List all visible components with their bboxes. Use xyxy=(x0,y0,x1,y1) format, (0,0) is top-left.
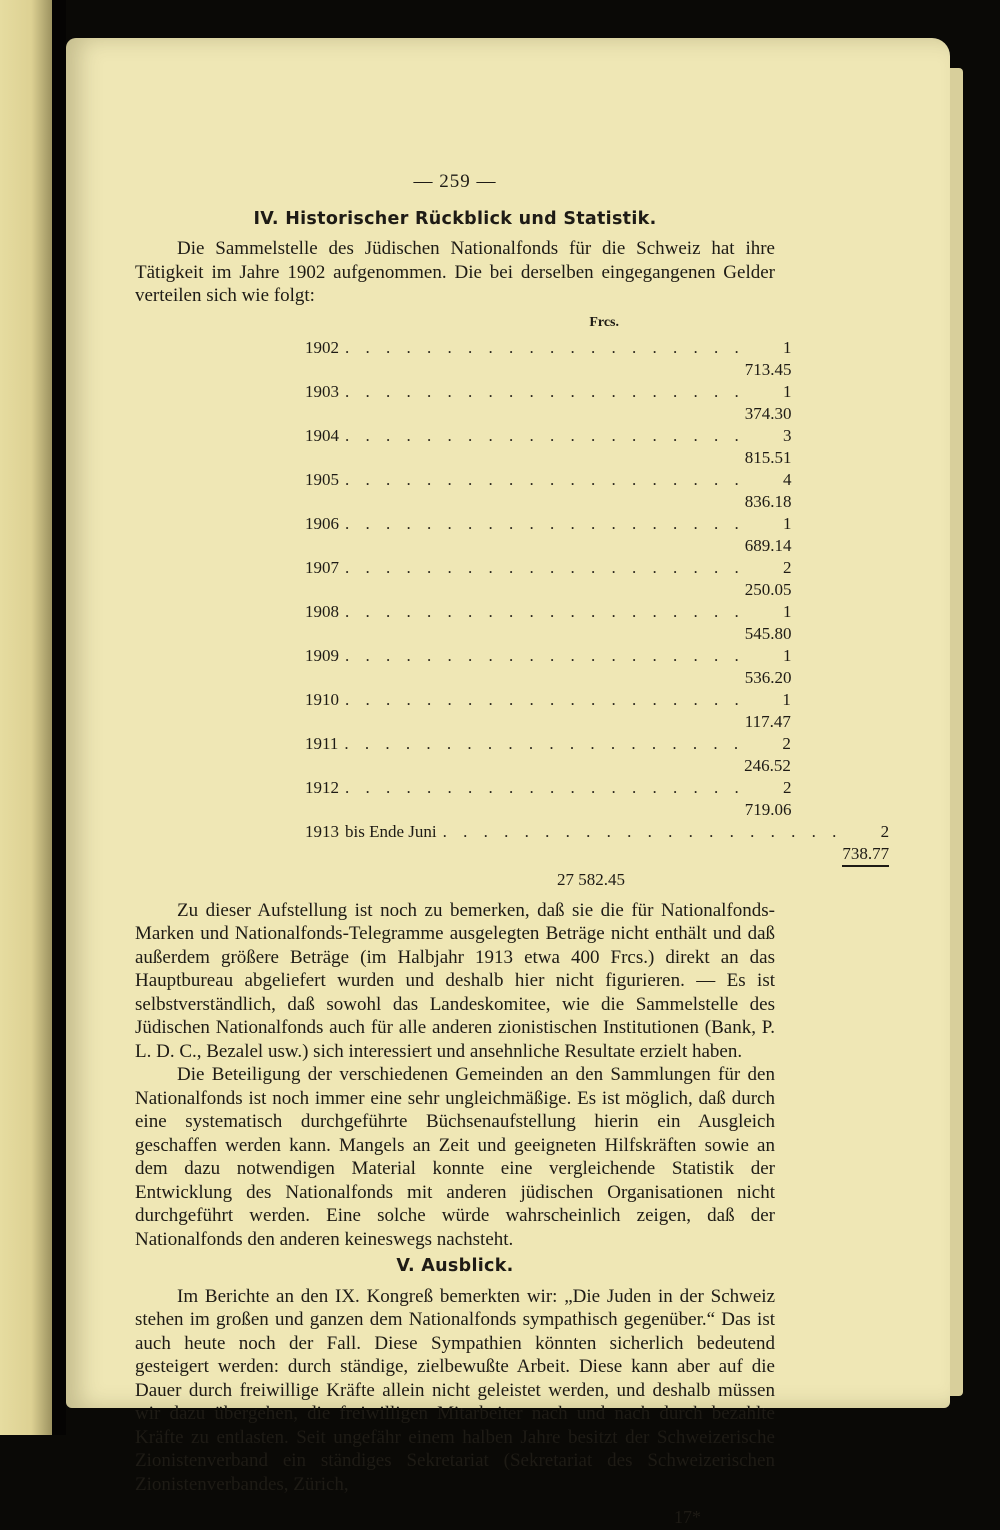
section-heading-outlook: V. Ausblick. xyxy=(396,1256,514,1276)
book-gutter xyxy=(52,0,66,1435)
collection-table xyxy=(305,312,890,891)
leader-dots: . . . . . . . . . . . . . . . . . . . . xyxy=(345,381,745,401)
row-amount: 2 246.52 xyxy=(744,733,791,775)
row-year: 1909 xyxy=(305,645,339,665)
row-amount: 2 250.05 xyxy=(744,557,792,599)
intro-paragraph: Die Sammelstelle des Jüdischen Nationalfonds für die Schweiz hat ihre Tätigkeit im Jahre 1902 aufgenommen. Die bei derselben eingegangenen Gelder verteilen sich wie folgt: xyxy=(135,238,775,306)
row-amount: 1 689.14 xyxy=(744,513,792,555)
row-year: 1903 xyxy=(305,381,339,401)
outlook-paragraph: Im Berichte an den IX. Kongreß bemerkten wir: „Die Juden in der Schweiz stehen im großen und ganzen dem Nationalfonds sympathisch gegenüber.“ Das ist auch heute noch der Fall. Diese Sympathien könnten sicherlich bedeutend gesteigert werden: durch ständige, zielbewußte Arbeit. Diese kann aber auf die Dauer durch freiwillige Kräfte allein nicht geleistet werden, und deshalb müssen wir dazu übergehen, die freiwilligen Mitarbeiter nach und nach durch bezahlte Kräfte zu entlasten. Seit ungefähr einem halben Jahre besitzt der Schweizerische Zionistenverband ein ständiges Sekretariat (Sekretariat des Schweizerischen Zionistenverbandes, Zürich, xyxy=(135,1285,775,1495)
row-amount: 1 545.80 xyxy=(744,601,792,643)
table-row xyxy=(305,337,792,381)
table-rows xyxy=(305,337,890,867)
left-page-edge xyxy=(0,0,52,1435)
page-number: — 259 — xyxy=(413,171,497,192)
page-content xyxy=(135,170,890,1530)
row-amount: 1 117.47 xyxy=(744,689,791,731)
section-heading-history: IV. Historischer Rückblick und Statistik. xyxy=(253,208,657,229)
table-row xyxy=(305,469,792,513)
row-year: 1905 xyxy=(305,469,339,489)
row-amount: 2 719.06 xyxy=(744,777,792,819)
table-row xyxy=(305,425,792,469)
leader-dots: . . . . . . . . . . . . . . . . . . . . xyxy=(345,777,745,797)
leader-dots: . . . . . . . . . . . . . . . . . . . . xyxy=(345,469,745,489)
leader-dots: . . . . . . . . . . . . . . . . . . . . xyxy=(345,645,745,665)
table-row xyxy=(305,777,792,821)
table-row xyxy=(305,601,792,645)
leader-dots: . . . . . . . . . . . . . . . . . . . . xyxy=(345,513,745,533)
leader-dots: . . . . . . . . . . . . . . . . . . . . xyxy=(345,557,745,577)
row-year: 1902 xyxy=(305,337,339,357)
row-amount: 1 374.30 xyxy=(744,381,792,423)
table-row xyxy=(305,513,792,557)
participation-paragraph: Die Beteiligung der verschiedenen Gemeinden an den Sammlungen für den Nationalfonds ist noch immer eine sehr ungleichmäßige. Es ist möglich, daß durch eine systematisch durchgeführte Büchsenaufstellung hierin ein Ausgleich geschaffen werden kann. Mangels an Zeit und geeigneten Hilfskräften sowie an dem dazu notwendigen Material konnte eine vergleichende Statistik der Entwicklung des Nationalfonds mit anderen jüdischen Organisationen nicht durchgeführt werden. Eine solche würde wahrscheinlich zeigen, daß der Nationalfonds den anderen keineswegs nachsteht. xyxy=(135,1064,775,1250)
row-suffix: bis Ende Juni xyxy=(345,821,437,841)
row-amount: 4 836.18 xyxy=(744,469,792,511)
row-year: 1906 xyxy=(305,513,339,533)
leader-dots: . . . . . . . . . . . . . . . . . . . . xyxy=(344,733,745,753)
row-amount: 2 738.77 xyxy=(842,821,889,867)
row-year: 1911 xyxy=(305,733,339,753)
row-year: 1913 xyxy=(305,821,339,841)
table-row xyxy=(305,645,792,689)
row-amount: 1 713.45 xyxy=(744,337,792,379)
leader-dots: . . . . . . . . . . . . . . . . . . . . xyxy=(345,689,745,709)
row-year: 1908 xyxy=(305,601,339,621)
row-year: 1904 xyxy=(305,425,339,445)
leader-dots: . . . . . . . . . . . . . . . . . . . . xyxy=(442,821,843,841)
leader-dots: . . . . . . . . . . . . . . . . . . . . xyxy=(345,337,745,357)
row-year: 1907 xyxy=(305,557,339,577)
table-row xyxy=(305,733,791,777)
table-total: 27 582.45 xyxy=(557,869,625,889)
row-amount: 3 815.51 xyxy=(744,425,792,467)
table-row xyxy=(305,821,890,867)
table-row xyxy=(305,381,792,425)
leader-dots: . . . . . . . . . . . . . . . . . . . . xyxy=(345,601,745,621)
table-row xyxy=(305,689,791,733)
signature-mark: 17* xyxy=(674,1507,701,1527)
remarks-paragraph: Zu dieser Aufstellung ist noch zu bemerken, daß sie die für Nationalfonds-Marken und Nationalfonds-Telegramme ausgelegten Beträge nicht enthält und daß außerdem größere Beträge (im Halbjahr 1913 etwa 400 Frcs.) direkt an das Hauptbureau abgeliefert wurden und deshalb hier nicht figurieren. — Es ist selbstverständlich, daß sowohl das Landeskomitee, wie die Sammelstelle des Jüdischen Nationalfonds auch für alle anderen zionistischen Institutionen (Bank, P. L. D. C., Bezalel usw.) sich interessiert und ansehnliche Resultate erzielt haben. xyxy=(135,899,775,1062)
currency-unit: Frcs. xyxy=(589,314,619,330)
row-amount: 1 536.20 xyxy=(744,645,792,687)
row-year: 1912 xyxy=(305,777,339,797)
row-year: 1910 xyxy=(305,689,339,709)
leader-dots: . . . . . . . . . . . . . . . . . . . . xyxy=(345,425,745,445)
table-row xyxy=(305,557,792,601)
